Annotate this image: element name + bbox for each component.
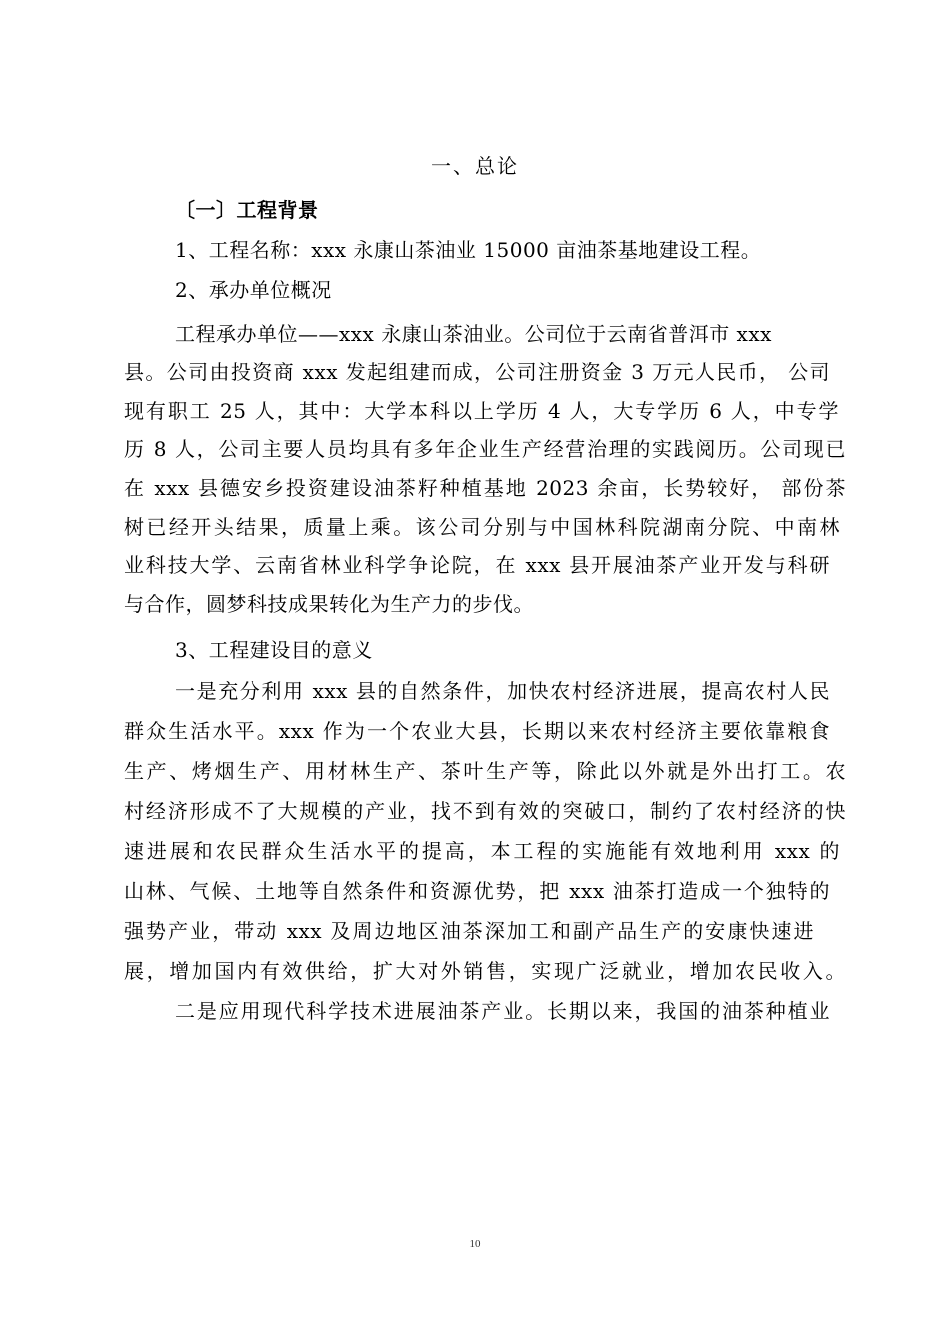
- item-project-purpose: 3、工程建设目的意义: [175, 638, 373, 662]
- para1-line: 现有职工 25 人，其中：大学本科以上学历 4 人，大专学历 6 人，中专学: [124, 399, 839, 423]
- para2-line: 村经济形成不了大规模的产业，找不到有效的突破口，制约了农村经济的快: [124, 799, 846, 823]
- para1-line: 树已经开头结果，质量上乘。该公司分别与中国林科院湖南分院、中南林: [124, 515, 840, 539]
- page-number: 10: [469, 1238, 481, 1250]
- para2-line: 展，增加国内有效供给，扩大对外销售，实现广泛就业，增加农民收入。: [124, 959, 846, 983]
- item-organizer-overview: 2、承办单位概况: [175, 278, 332, 302]
- item-project-name: 1、工程名称：xxx 永康山茶油业 15000 亩油茶基地建设工程。: [175, 238, 762, 262]
- para1-line: 县。公司由投资商 xxx 发起组建而成，公司注册资金 3 万元人民币， 公司: [124, 360, 830, 384]
- para2-line: 山林、气候、土地等自然条件和资源优势，把 xxx 油茶打造成一个独特的: [124, 879, 830, 903]
- para2-line: 速进展和农民群众生活水平的提高，本工程的实施能有效地利用 xxx 的: [124, 839, 840, 863]
- para1-line: 与合作，圆梦科技成果转化为生产力的步伐。: [124, 592, 534, 616]
- page-title: 一、总论: [431, 154, 519, 178]
- para2-line: 群众生活水平。xxx 作为一个农业大县，长期以来农村经济主要依靠粮食: [124, 719, 830, 743]
- para1-line: 在 xxx 县德安乡投资建设油茶籽种植基地 2023 余亩，长势较好， 部份茶: [124, 476, 846, 500]
- para1-line: 工程承办单位——xxx 永康山茶油业。公司位于云南省普洱市 xxx: [175, 322, 772, 346]
- para2-line: 一是充分利用 xxx 县的自然条件，加快农村经济进展，提高农村人民: [175, 679, 830, 703]
- para2-line: 强势产业，带动 xxx 及周边地区油茶深加工和副产品生产的安康快速进: [124, 919, 814, 943]
- para2-line: 生产、烤烟生产、用材林生产、茶叶生产等，除此以外就是外出打工。农: [124, 759, 846, 783]
- para1-line: 历 8 人，公司主要人员均具有多年企业生产经营治理的实践阅历。公司现已: [124, 437, 846, 461]
- section-heading: 〔一〕工程背景: [175, 198, 319, 222]
- para3-line: 二是应用现代科学技术进展油茶产业。长期以来，我国的油茶种植业: [175, 999, 830, 1023]
- para1-line: 业科技大学、云南省林业科学争论院，在 xxx 县开展油茶产业开发与科研: [124, 553, 830, 577]
